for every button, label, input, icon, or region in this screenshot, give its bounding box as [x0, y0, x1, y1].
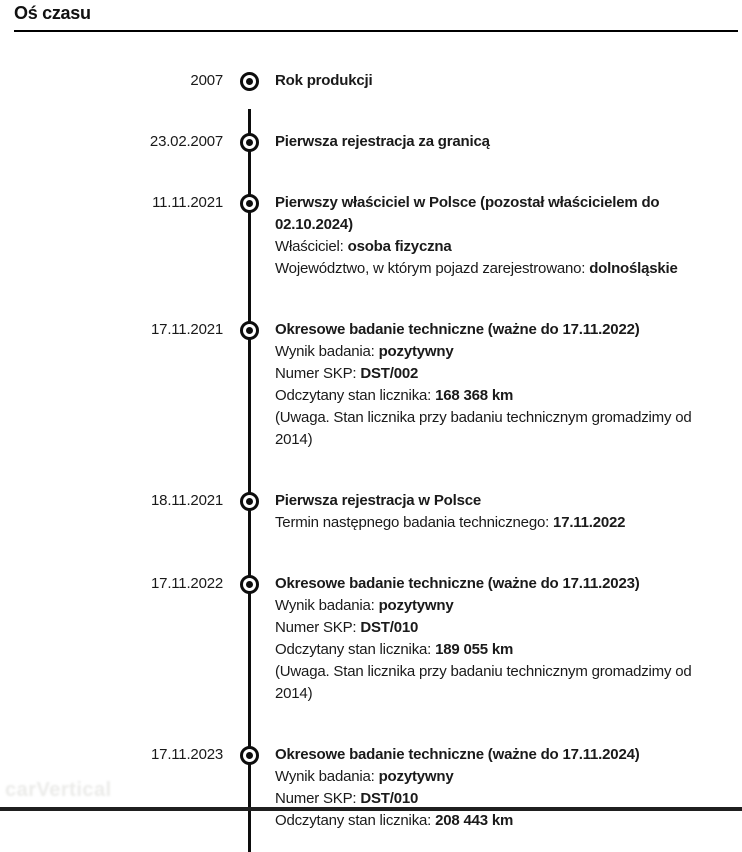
- event-text-segment: pozytywny: [378, 768, 454, 785]
- event-marker-column: [223, 70, 275, 92]
- event-content: [275, 192, 705, 280]
- event-marker-column: [223, 490, 275, 534]
- event-text-segment: Numer SKP:: [275, 619, 361, 636]
- event-line: [275, 766, 705, 788]
- timeline-bullseye-icon: [240, 492, 259, 511]
- timeline-events: [0, 70, 742, 832]
- event-line: [275, 810, 705, 832]
- event-text-segment: Rok produkcji: [275, 72, 373, 89]
- event-line: [275, 490, 705, 512]
- event-text-segment: Pierwsza rejestracja za granicą: [275, 133, 490, 150]
- event-text-segment: Numer SKP:: [275, 365, 361, 382]
- event-text-segment: 208 443 km: [435, 812, 514, 829]
- event-content: [275, 131, 705, 153]
- event-line: [275, 236, 705, 258]
- event-content: [275, 319, 705, 451]
- event-text-segment: DST/010: [360, 790, 419, 807]
- timeline-bullseye-icon: [240, 575, 259, 594]
- event-content: [275, 744, 705, 832]
- timeline-event: [0, 70, 742, 92]
- event-text-segment: Właściciel:: [275, 238, 348, 255]
- timeline-bullseye-dot: [246, 752, 253, 759]
- event-date: 23.02.2007: [149, 133, 223, 150]
- timeline-bullseye-dot: [246, 200, 253, 207]
- event-marker-column: [223, 744, 275, 832]
- timeline-bullseye-icon: [240, 72, 259, 91]
- event-content: [275, 490, 705, 534]
- event-text-segment: 189 055 km: [435, 641, 514, 658]
- event-text-segment: 17.11.2022: [553, 514, 626, 531]
- event-line: [275, 512, 705, 534]
- timeline-bullseye-dot: [246, 498, 253, 505]
- event-date: 18.11.2021: [151, 492, 223, 509]
- event-text-segment: Odczytany stan licznika:: [275, 812, 436, 829]
- event-line: [275, 661, 705, 705]
- timeline-bullseye-icon: [240, 321, 259, 340]
- timeline-bullseye-icon: [240, 194, 259, 213]
- timeline-event: [0, 319, 742, 451]
- event-text-segment: 168 368 km: [435, 387, 514, 404]
- event-line: [275, 407, 705, 451]
- timeline-bullseye-dot: [246, 139, 253, 146]
- timeline-event: [0, 192, 742, 280]
- event-text-segment: Województwo, w którym pojazd zarejestrowano:: [275, 260, 590, 277]
- event-marker-column: [223, 319, 275, 451]
- event-line: [275, 192, 705, 236]
- event-line: [275, 363, 705, 385]
- event-text-segment: (Uwaga. Stan licznika przy badaniu technicznym gromadzimy od 2014): [275, 409, 692, 448]
- event-marker-column: [223, 573, 275, 705]
- event-date: 17.11.2022: [151, 575, 223, 592]
- event-text-segment: pozytywny: [378, 597, 454, 614]
- event-text-segment: Odczytany stan licznika:: [275, 387, 436, 404]
- timeline-event: [0, 131, 742, 153]
- event-text-segment: DST/002: [360, 365, 419, 382]
- section-header: [0, 0, 742, 24]
- timeline-bullseye-icon: [240, 133, 259, 152]
- event-line: [275, 573, 705, 595]
- event-text-segment: Termin następnego badania technicznego:: [275, 514, 554, 531]
- timeline-event: [0, 490, 742, 534]
- timeline-bullseye-dot: [246, 78, 253, 85]
- page-title: Oś czasu: [14, 3, 91, 23]
- event-text-segment: dolnośląskie: [589, 260, 678, 277]
- event-date: 17.11.2021: [151, 321, 223, 338]
- timeline-bullseye-dot: [246, 327, 253, 334]
- event-date: 17.11.2023: [151, 746, 223, 763]
- event-text-segment: Wynik badania:: [275, 343, 379, 360]
- timeline-bullseye-icon: [240, 746, 259, 765]
- event-date: 2007: [190, 72, 223, 89]
- event-line: [275, 617, 705, 639]
- event-text-segment: Numer SKP:: [275, 790, 361, 807]
- event-marker-column: [223, 131, 275, 153]
- event-content: [275, 573, 705, 705]
- event-text-segment: DST/010: [360, 619, 419, 636]
- next-section-border: [0, 807, 742, 811]
- event-line: [275, 131, 705, 153]
- event-line: [275, 258, 705, 280]
- event-text-segment: osoba fizyczna: [347, 238, 452, 255]
- event-text-segment: Okresowe badanie techniczne (ważne do 17.11.2022): [275, 321, 640, 338]
- watermark-text: carVertical: [5, 779, 112, 801]
- timeline-event: [0, 573, 742, 705]
- event-text-segment: Wynik badania:: [275, 597, 379, 614]
- event-text-segment: Odczytany stan licznika:: [275, 641, 436, 658]
- event-line: [275, 595, 705, 617]
- event-line: [275, 385, 705, 407]
- event-text-segment: Okresowe badanie techniczne (ważne do 17.11.2024): [275, 746, 640, 763]
- event-line: [275, 639, 705, 661]
- event-line: [275, 341, 705, 363]
- event-text-segment: pozytywny: [378, 343, 454, 360]
- event-text-segment: (Uwaga. Stan licznika przy badaniu technicznym gromadzimy od 2014): [275, 663, 692, 702]
- event-marker-column: [223, 192, 275, 280]
- timeline: [0, 32, 742, 832]
- event-line: [275, 70, 705, 92]
- event-text-segment: Pierwszy właściciel w Polsce (pozostał właścicielem do 02.10.2024): [275, 194, 660, 233]
- timeline-bullseye-dot: [246, 581, 253, 588]
- event-line: [275, 319, 705, 341]
- event-text-segment: Okresowe badanie techniczne (ważne do 17.11.2023): [275, 575, 640, 592]
- event-content: [275, 70, 705, 92]
- event-date: 11.11.2021: [152, 194, 223, 211]
- event-text-segment: Wynik badania:: [275, 768, 379, 785]
- event-line: [275, 744, 705, 766]
- event-text-segment: Pierwsza rejestracja w Polsce: [275, 492, 481, 509]
